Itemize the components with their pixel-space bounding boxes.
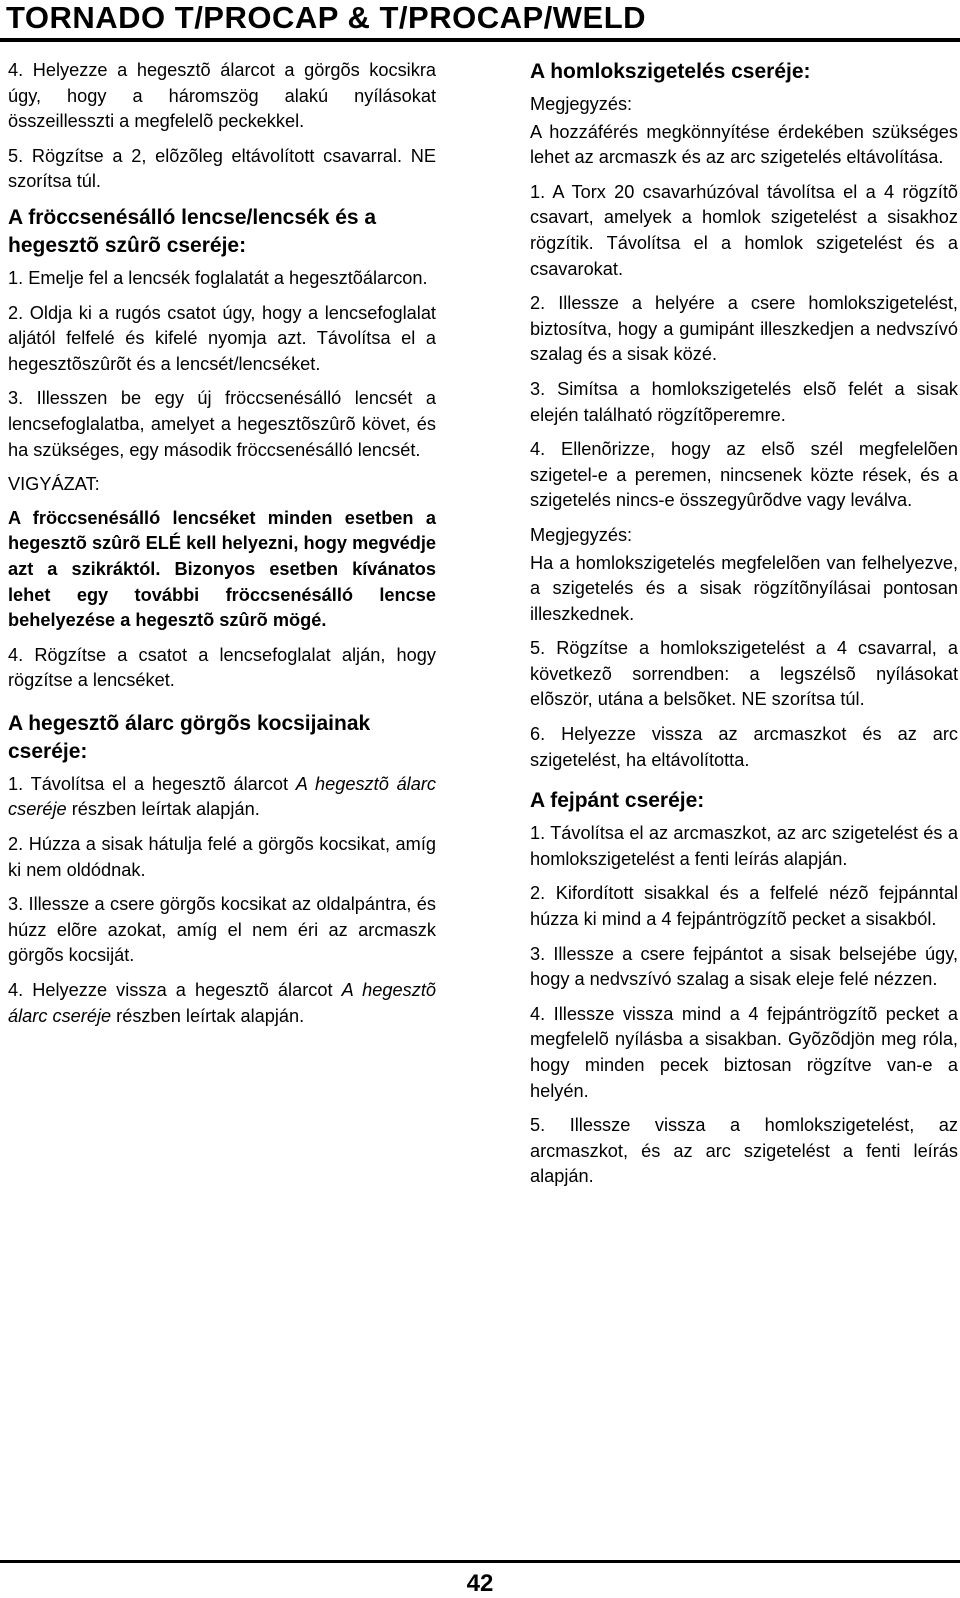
- lens-step-1: 1. Emelje fel a lencsék foglalatát a hegesztõálarcon.: [8, 267, 428, 288]
- brow-step-2: 2. Illessze a helyére a csere homlokszigetelést, biztosítva, hogy a gumipánt illeszkedjen a nedvszívó szalag és a sisak közé.: [530, 293, 958, 365]
- brow-step-3: 3. Simítsa a homlokszigetelés elsõ felét a sisak elején található rögzítõperemre.: [530, 378, 958, 425]
- page-number: 42: [466, 1570, 494, 1597]
- note-text-1: A hozzáférés megkönnyítése érdekében szükséges lehet az arcmaszk és az arc szigetelés eltávolítása.: [530, 121, 958, 168]
- document-header-title: TORNADO T/PROCAP & T/PROCAP/WELD: [6, 0, 647, 35]
- warning-label: VIGYÁZAT:: [8, 474, 100, 495]
- roller-step-1-ref: A hegesztõ álarc cseréje: [8, 773, 436, 820]
- roller-step-4-ref: A hegesztõ álarc cseréje: [8, 980, 436, 1026]
- right-column: [530, 58, 958, 1199]
- roller-step-2: 2. Húzza a sisak hátulja felé a görgõs kocsikat, amíg ki nem oldódnak.: [8, 834, 436, 880]
- brow-step-6: 6. Helyezze vissza az arcmaszkot és az arc szigetelést, ha eltávolította.: [530, 724, 958, 770]
- roller-step-4-text: 4. Helyezze vissza a hegesztõ álarcot: [8, 980, 342, 1001]
- roller-step-4-tail: részben leírtak alapján.: [111, 1005, 305, 1026]
- note-label-2: Megjegyzés:: [530, 524, 633, 545]
- section-heading-headband: A fejpánt cseréje:: [530, 789, 705, 813]
- roller-step-1-tail: részben leírtak alapján.: [66, 799, 260, 820]
- lens-step-3: 3. Illesszen be egy új fröccsenésálló lencsét a lencsefoglalatba, amelyet a hegesztõszûrõ követ, és ha szükséges, egy második fröccsenésálló lencsét.: [8, 388, 436, 460]
- headband-step-4: 4. Illessze vissza mind a 4 fejpántrögzítõ pecket a megfelelõ nyílásba a sisakban. Gyõzõdjön meg róla, hogy minden pecek biztosan rögzítve van-e a helyén.: [530, 1003, 958, 1101]
- headband-step-3: 3. Illessze a csere fejpántot a sisak belsejébe úgy, hogy a nedvszívó szalag a sisak eleje felé nézzen.: [530, 943, 958, 990]
- roller-step-4: [8, 978, 436, 1029]
- headband-step-1: 1. Távolítsa el az arcmaszkot, az arc szigetelést és a homlokszigetelést a fenti leírás alapján.: [530, 823, 958, 869]
- brow-step-5: 5. Rögzítse a homlokszigetelést a 4 csavarral, a következõ sorrendben: a legszélsõ nyílásokat elõször, utána a belsõket. NE szorítsa túl.: [530, 638, 958, 710]
- roller-step-1-text: 1. Távolítsa el a hegesztõ álarcot: [8, 773, 296, 794]
- warning-text: A fröccsenésálló lencséket minden esetben a hegesztõ szûrõ ELÉ kell helyezni, hogy megvédje azt a szikráktól. Bizonyos esetben kívánatos lehet egy további fröccsenésálló lencse behelyezése a hegesztõ szûrõ mögé.: [8, 507, 436, 631]
- footer-divider: [0, 1560, 960, 1563]
- lens-step-2: 2. Oldja ki a rugós csatot úgy, hogy a lencsefoglalat aljától felfelé és kifelé nyomja azt. Távolítsa el a hegesztõszûrõt és a lencsét/lencséket.: [8, 302, 436, 374]
- headband-step-2: 2. Kifordított sisakkal és a felfelé nézõ fejpánntal húzza ki mind a 4 fejpántrögzítõ pecket a sisakból.: [530, 883, 958, 930]
- brow-step-1: 1. A Torx 20 csavarhúzóval távolítsa el a 4 rögzítõ csavart, amelyek a homlok szigetelést a sisakhoz rögzítik. Távolítsa el a homlok szigetelést és a csavarokat.: [530, 181, 958, 279]
- left-column: [8, 58, 436, 1038]
- note-text-2: Ha a homlokszigetelés megfelelõen van felhelyezve, a szigetelés és a sisak rögzítõnyílásai pontosan illeszkednek.: [530, 552, 958, 624]
- lens-step-4: 4. Rögzítse a csatot a lencsefoglalat alján, hogy rögzítse a lencséket.: [8, 644, 436, 691]
- section-heading-brow-pad: A homlokszigetelés cseréje:: [530, 60, 811, 83]
- section-heading-roller-replacement: A hegesztõ álarc görgõs kocsijainak cseréje:: [8, 711, 371, 763]
- roller-step-1: [8, 772, 436, 823]
- header-divider: [0, 38, 960, 42]
- roller-step-3: 3. Illessze a csere görgõs kocsikat az oldalpántra, és húzz elõre azokat, amíg el nem éri az arcmaszk görgõs kocsiját.: [8, 894, 436, 966]
- brow-step-4: 4. Ellenõrizze, hogy az elsõ szél megfelelõen szigetel-e a peremen, nincsenek közte rések, és a szigetelés nincs-e összegyûrõdve vagy leválva.: [530, 439, 958, 511]
- headband-step-5: 5. Illessze vissza a homlokszigetelést, az arcmaszkot, és az arc szigetelést a fenti leírás alapján.: [530, 1115, 958, 1187]
- note-label-1: Megjegyzés:: [530, 94, 633, 114]
- step-5-fasten-screws: 5. Rögzítse a 2, elõzõleg eltávolított csavarral. NE szorítsa túl.: [8, 145, 436, 192]
- step-4-mask-placement: 4. Helyezze a hegesztõ álarcot a görgõs kocsikra úgy, hogy a háromszög alakú nyílásokat összeillesszti a megfelelõ peckekkel.: [8, 60, 436, 132]
- section-heading-lens-replacement: A fröccsenésálló lencse/lencsék és a hegesztõ szûrõ cseréje:: [8, 205, 377, 257]
